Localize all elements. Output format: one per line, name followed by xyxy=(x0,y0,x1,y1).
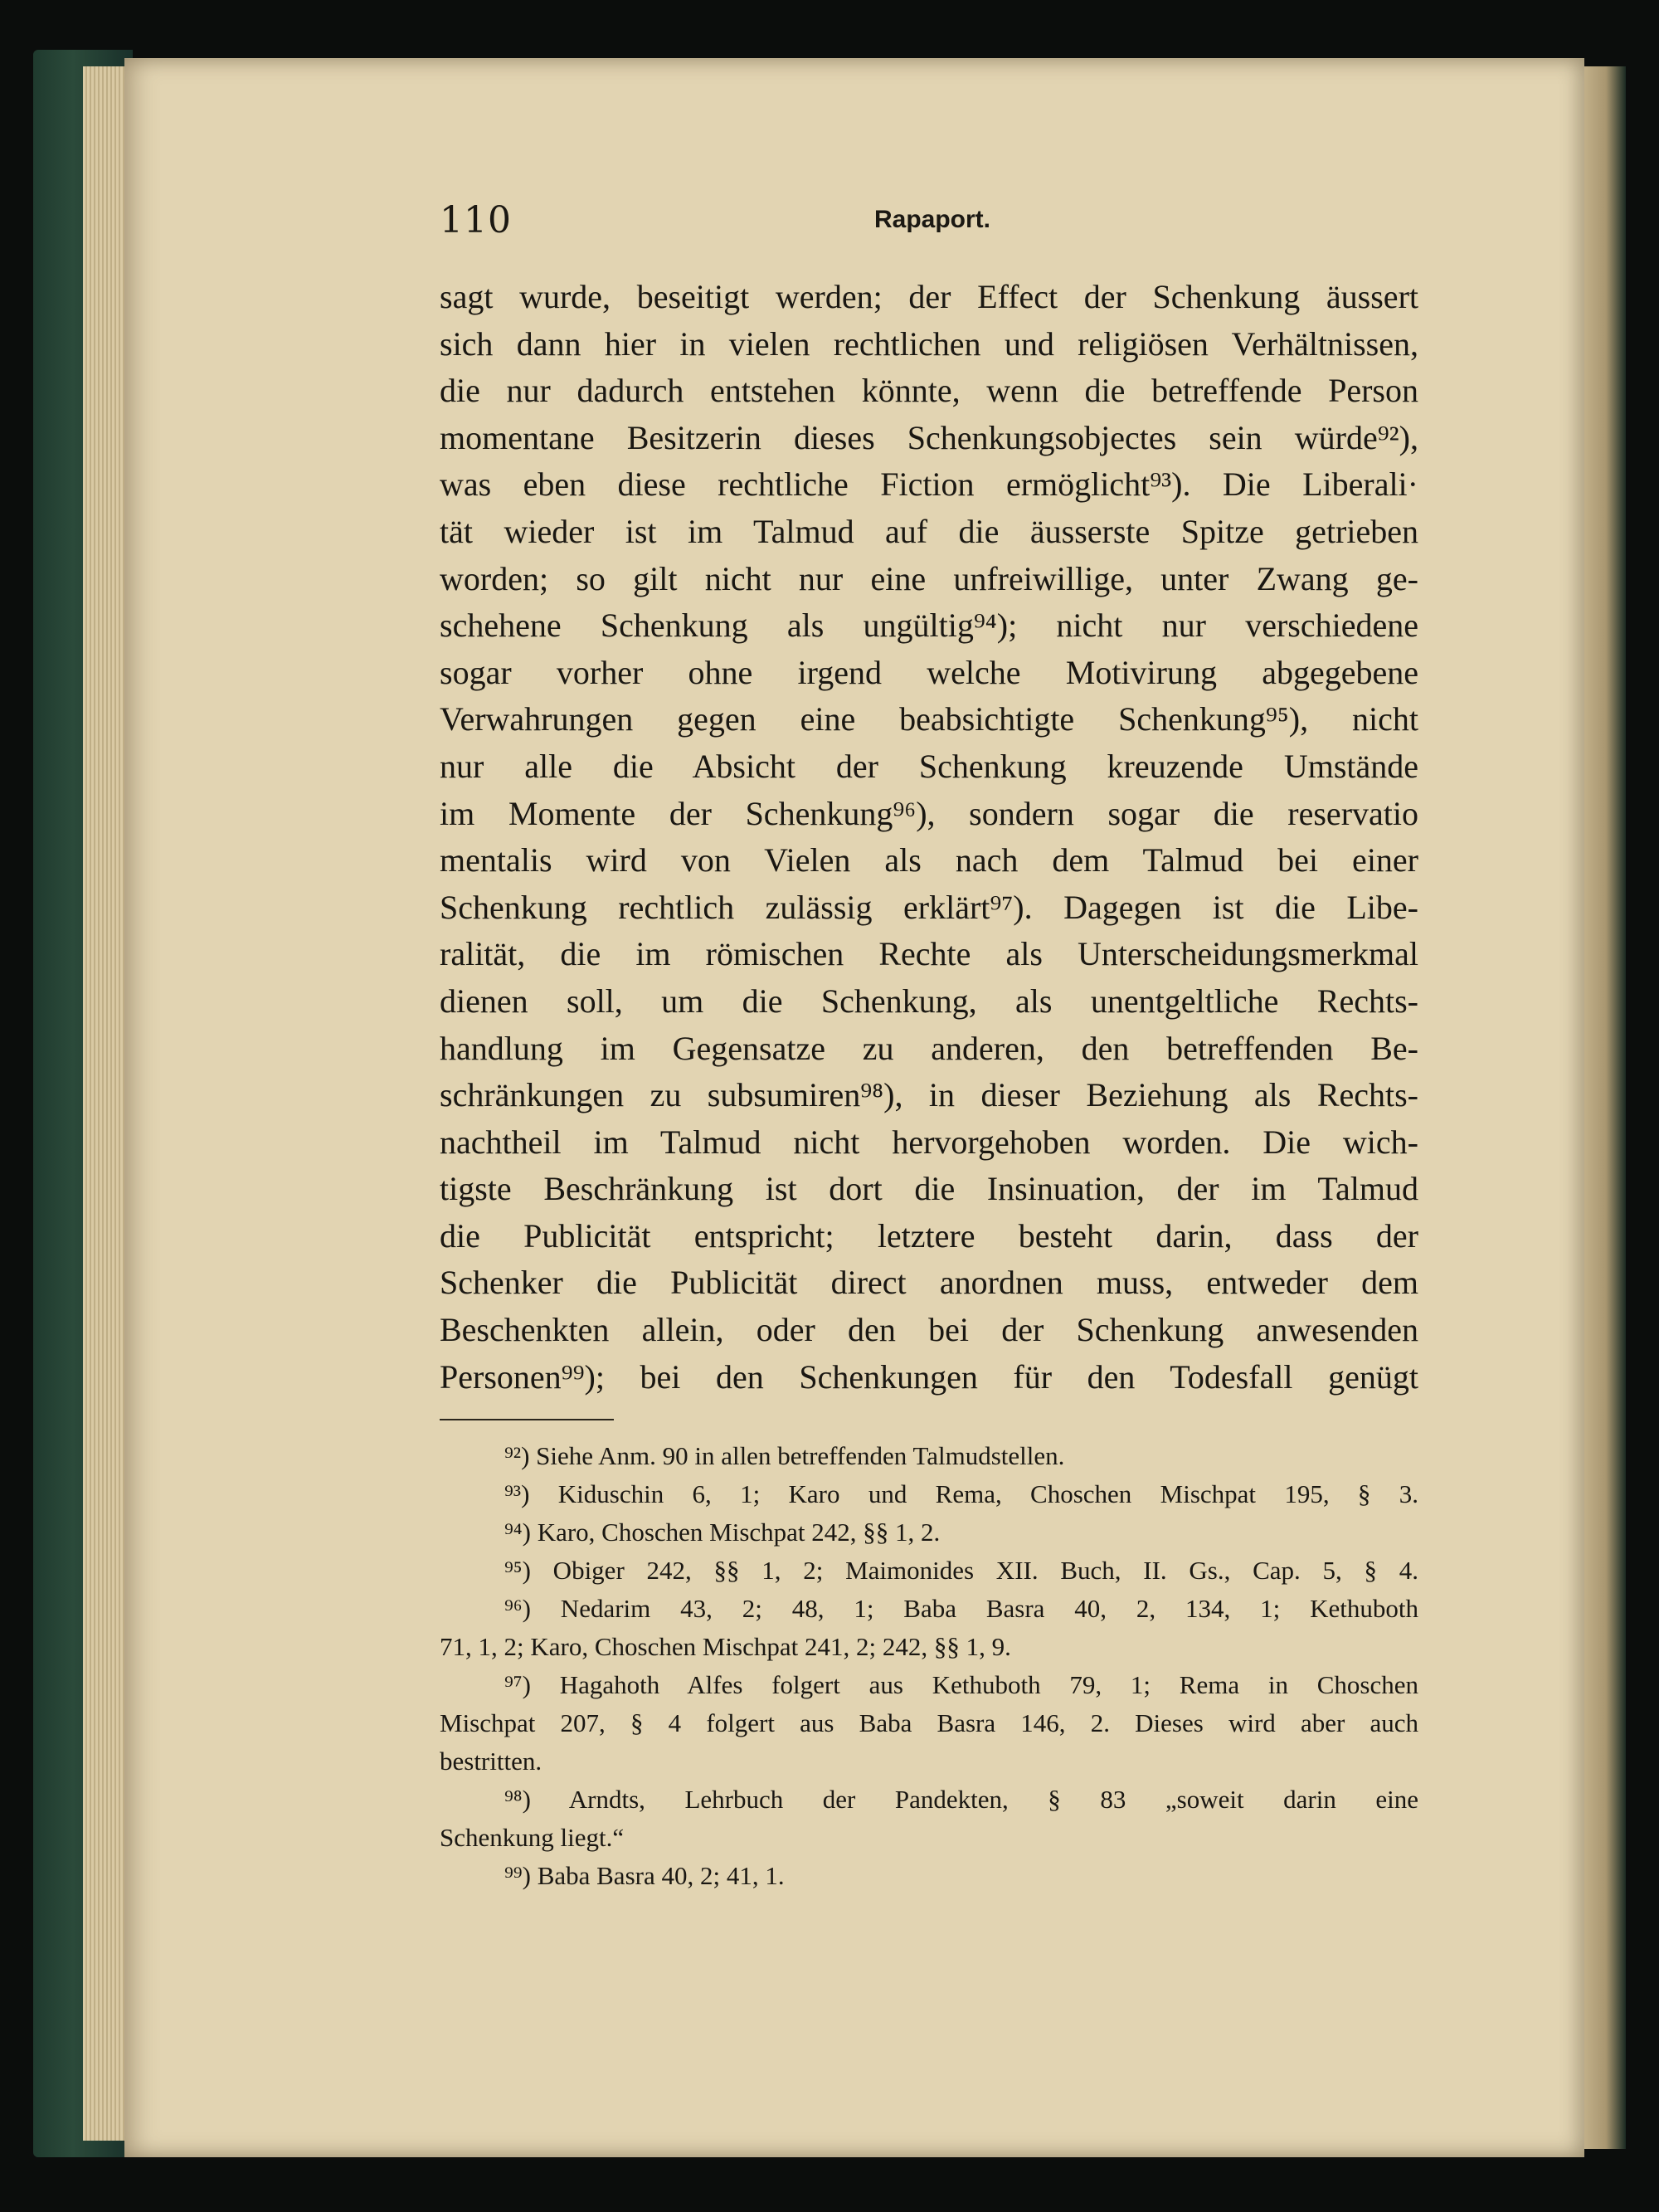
footnote-93: ⁹³) Kiduschin 6, 1; Karo und Rema, Choschen Mischpat 195, § 3. xyxy=(504,1479,1418,1508)
footnote-rule xyxy=(440,1419,614,1420)
text-line: Personen⁹⁹); bei den Schenkungen für den Todesfall genügt xyxy=(440,1357,1418,1396)
text-line: ralität, die im römischen Rechte als Unterscheidungsmerkmal xyxy=(440,935,1418,973)
text-line: die nur dadurch entstehen könnte, wenn die betreffende Person xyxy=(440,372,1418,410)
text-line: die Publicität entspricht; letztere besteht darin, dass der xyxy=(440,1216,1418,1255)
running-title: Rapaport. xyxy=(874,206,991,233)
text-line: momentane Besitzerin dieses Schenkungsobjectes sein würde⁹²), xyxy=(440,418,1418,456)
text-line: schränkungen zu subsumiren⁹⁸), in dieser Beziehung als Rechts- xyxy=(440,1076,1418,1114)
text-line: mentalis wird von Vielen als nach dem Talmud bei einer xyxy=(440,841,1418,879)
page-number: 110 xyxy=(440,199,512,241)
running-head xyxy=(440,199,1418,249)
text-line: Beschenkten allein, oder den bei der Schenkung anwesenden xyxy=(440,1311,1418,1349)
footnote-97: ⁹⁷) Hagahoth Alfes folgert aus Kethuboth 79, 1; Rema in Choschen xyxy=(504,1670,1418,1699)
body-text xyxy=(440,274,1418,1401)
footnote-95: ⁹⁵) Obiger 242, §§ 1, 2; Maimonides XII. Buch, II. Gs., Cap. 5, § 4. xyxy=(504,1556,1418,1585)
footnotes xyxy=(440,1437,1418,1895)
footnote-96-cont: 71, 1, 2; Karo, Choschen Mischpat 241, 2; 242, §§ 1, 9. xyxy=(440,1632,1011,1661)
text-line: Verwahrungen gegen eine beabsichtigte Schenkung⁹⁵), nicht xyxy=(440,700,1418,738)
text-line: was eben diese rechtliche Fiction ermöglicht⁹³). Die Liberali· xyxy=(440,465,1418,504)
footnote-98: ⁹⁸) Arndts, Lehrbuch der Pandekten, § 83 „soweit darin eine xyxy=(504,1785,1418,1814)
text-line: Schenker die Publicität direct anordnen muss, entweder dem xyxy=(440,1264,1418,1302)
footnote-96: ⁹⁶) Nedarim 43, 2; 48, 1; Baba Basra 40, 2, 134, 1; Kethuboth xyxy=(504,1594,1418,1623)
footnote-99: ⁹⁹) Baba Basra 40, 2; 41, 1. xyxy=(504,1861,785,1890)
text-line: Schenkung rechtlich zulässig erklärt⁹⁷). Dagegen ist die Libe- xyxy=(440,888,1418,926)
text-line: sich dann hier in vielen rechtlichen und religiösen Verhältnissen, xyxy=(440,324,1418,363)
text-line: sogar vorher ohne irgend welche Motivirung abgegebene xyxy=(440,653,1418,691)
footnote-97-cont: Mischpat 207, § 4 folgert aus Baba Basra 146, 2. Dieses wird aber auch xyxy=(440,1708,1418,1737)
footnote-98-cont: Schenkung liegt.“ xyxy=(440,1823,625,1852)
text-line: tigste Beschränkung ist dort die Insinuation, der im Talmud xyxy=(440,1170,1418,1208)
text-line: worden; so gilt nicht nur eine unfreiwillige, unter Zwang ge- xyxy=(440,559,1418,597)
footnote-94: ⁹⁴) Karo, Choschen Mischpat 242, §§ 1, 2. xyxy=(504,1518,941,1547)
footnote-92: ⁹²) Siehe Anm. 90 in allen betreffenden Talmudstellen. xyxy=(504,1441,1065,1470)
text-line: nur alle die Absicht der Schenkung kreuzende Umstände xyxy=(440,747,1418,785)
text-line: nachtheil im Talmud nicht hervorgehoben worden. Die wich- xyxy=(440,1123,1418,1161)
text-line: sagt wurde, beseitigt werden; der Effect der Schenkung äussert xyxy=(440,278,1418,315)
text-line: dienen soll, um die Schenkung, als unentgeltliche Rechts- xyxy=(440,982,1418,1020)
footnote-97-end: bestritten. xyxy=(440,1747,542,1776)
text-line: schehene Schenkung als ungültig⁹⁴); nicht nur verschiedene xyxy=(440,607,1418,645)
text-line: tät wieder ist im Talmud auf die äusserste Spitze getrieben xyxy=(440,512,1418,550)
text-line: im Momente der Schenkung⁹⁶), sondern sogar die reservatio xyxy=(440,794,1418,832)
text-line: handlung im Gegensatze zu anderen, den betreffenden Be- xyxy=(440,1029,1418,1067)
